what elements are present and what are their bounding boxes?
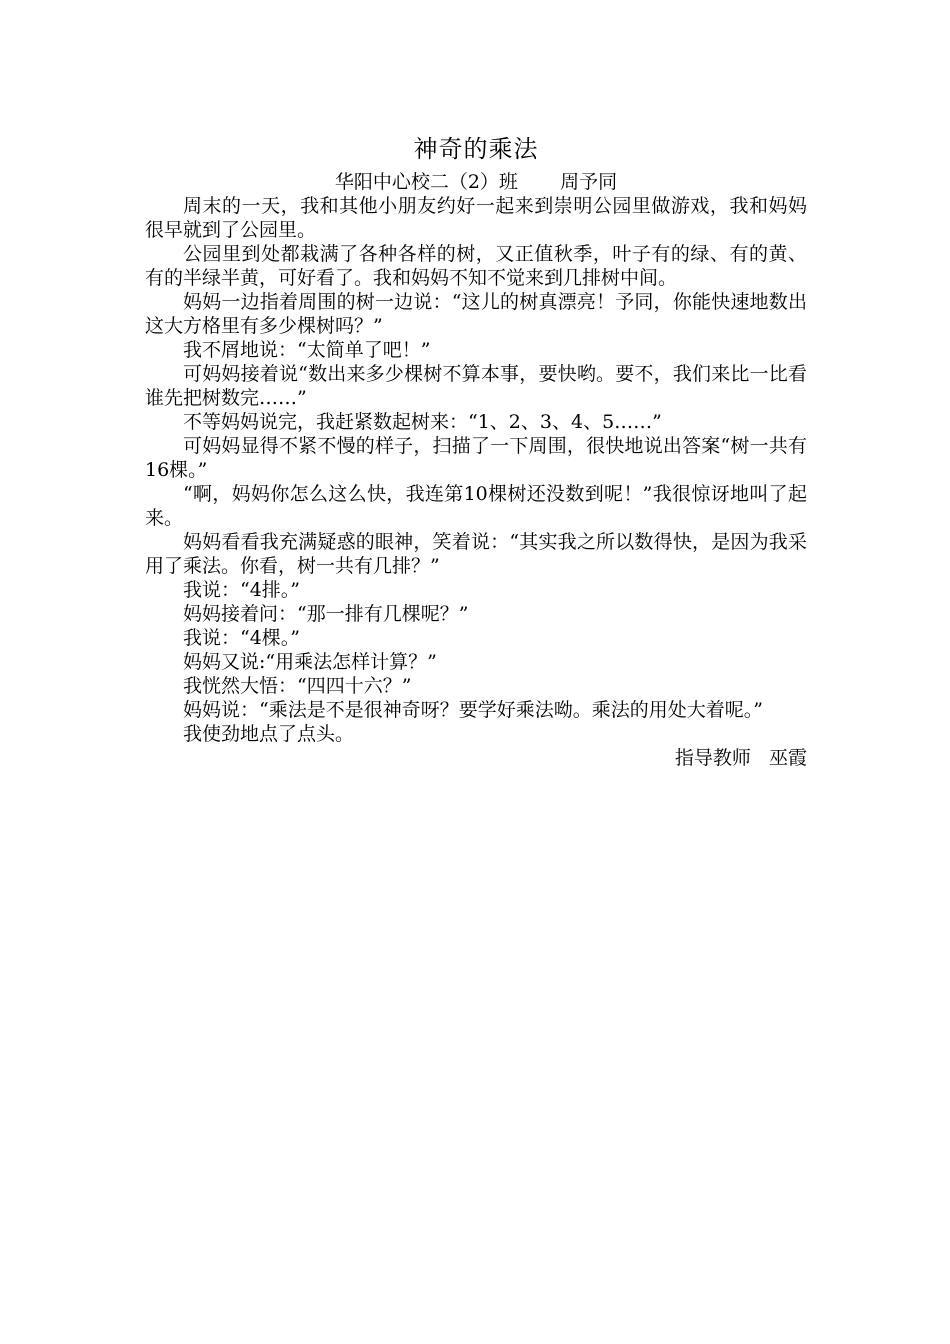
paragraph: 妈妈又说:“用乘法怎样计算？” — [183, 651, 437, 673]
document-body — [145, 194, 807, 746]
paragraph: 妈妈说：“乘法是不是很神奇呀？要学好乘法呦。乘法的用处大着呢。” — [183, 699, 763, 721]
paragraph: 可妈妈接着说“数出来多少棵树不算本事，要快哟。要不，我们来比一比看谁先把树数完……” — [145, 363, 807, 409]
paragraph: 我说：“4棵。” — [183, 627, 301, 649]
teacher-signature: 指导教师 巫霞 — [674, 747, 807, 769]
paragraph: “啊，妈妈你怎么这么快，我连第10棵树还没数到呢！”我很惊讶地叫了起来。 — [145, 483, 807, 529]
paragraph: 周末的一天，我和其他小朋友约好一起来到崇明公园里做游戏，我和妈妈很早就到了公园里。 — [145, 195, 807, 241]
paragraph: 不等妈妈说完，我赶紧数起树来：“1、2、3、4、5……” — [183, 411, 662, 433]
author-byline: 华阳中心校二（2）班 周予同 — [334, 171, 618, 193]
paragraph: 我不屑地说：“太简单了吧！” — [183, 339, 431, 361]
document-page — [145, 128, 807, 770]
paragraph: 可妈妈显得不紧不慢的样子，扫描了一下周围，很快地说出答案“树一共有16棵。” — [145, 435, 807, 481]
paragraph: 我使劲地点了点头。 — [183, 723, 355, 745]
paragraph: 妈妈接着问：“那一排有几棵呢？” — [183, 603, 469, 625]
paragraph: 我恍然大悟：“四四十六？” — [183, 675, 412, 697]
paragraph: 妈妈看看我充满疑惑的眼神，笑着说：“其实我之所以数得快，是因为我采用了乘法。你看，树一共有几排？” — [145, 531, 807, 577]
document-title: 神奇的乘法 — [413, 135, 539, 163]
paragraph: 妈妈一边指着周围的树一边说：“这儿的树真漂亮！予同，你能快速地数出这大方格里有多少棵树吗？” — [145, 291, 807, 337]
paragraph: 公园里到处都栽满了各种各样的树，又正值秋季，叶子有的绿、有的黄、有的半绿半黄，可好看了。我和妈妈不知不觉来到几排树中间。 — [145, 243, 807, 289]
paragraph: 我说：“4排。” — [183, 579, 301, 601]
